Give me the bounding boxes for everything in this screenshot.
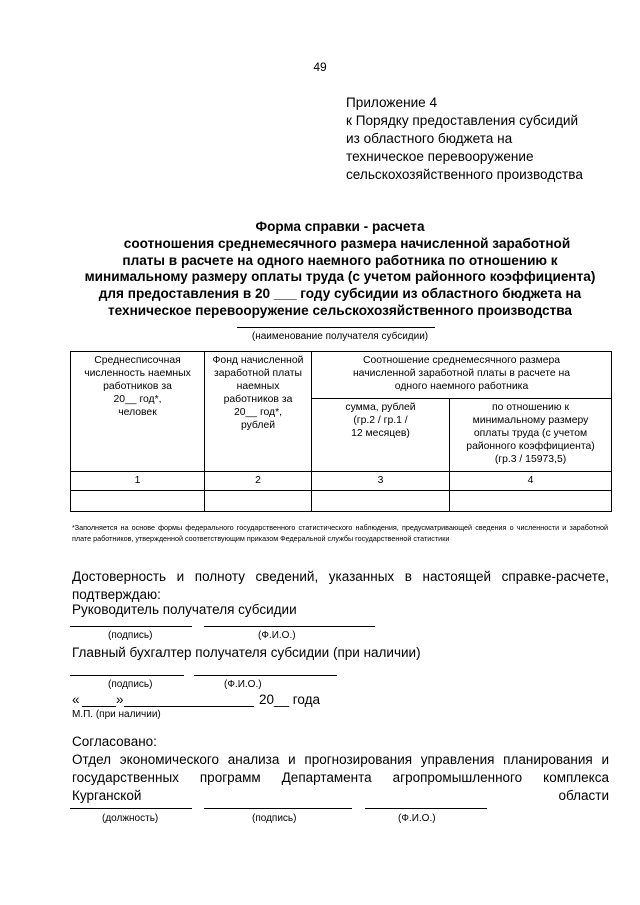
agreed-label: Согласовано: [72,734,157,749]
title-line: платы в расчете на одного наемного работника по отношению к [122,252,558,268]
agreed-fio-line[interactable] [365,808,487,809]
title-line: для предоставления в 20 ___ году субсидии из областного бюджета на [98,286,582,302]
agreed-fio-caption: (Ф.И.О.) [398,813,436,824]
appendix-line: техническое перевооружение [346,149,534,164]
agreed-signature-line[interactable] [204,808,352,809]
accountant-fio-caption: (Ф.И.О.) [224,679,262,690]
date-open-quote: « [72,692,80,707]
position-line[interactable] [70,808,192,809]
date-year: 20__ года [259,692,321,707]
title-line: соотношения среднемесячного размера начисленной заработной [123,235,571,251]
head-fio-line[interactable] [204,626,375,627]
date-month-line[interactable] [124,706,254,707]
accountant-label: Главный бухгалтер получателя субсидии (при наличии) [72,645,421,660]
accountant-fio-line[interactable] [194,675,337,676]
head-signature-line[interactable] [70,626,192,627]
column-number: 4 [450,472,612,491]
department-text: Отдел экономического анализа и прогнозирования управления планирования и государственных программ Департамента агропромышленного комплекса Курганской области [72,752,609,803]
column-number: 3 [312,472,450,491]
agreed-signature-caption: (подпись) [252,813,297,824]
column-number: 2 [205,472,312,491]
head-signature-caption: (подпись) [108,630,153,641]
footnote: *Заполняется на основе формы федерального государственного статистического наблюдения, предусматривающей сведения о численности и заработной плате работников, утвержденной соответствующим приказом Федеральной службы государственной статистики [72,523,608,543]
head-label: Руководитель получателя субсидии [72,602,297,617]
stamp-label: М.П. (при наличии) [72,709,161,720]
form-title [70,219,610,320]
head-fio-caption: (Ф.И.О.) [258,630,296,641]
data-cell-headcount[interactable] [71,491,205,512]
appendix-line: из областного бюджета на [346,131,513,146]
data-cell-wage-fund[interactable] [205,491,312,512]
appendix-line: Приложение 4 [346,95,438,110]
appendix-heading [346,94,583,184]
confirmation-text: Достоверность и полноту сведений, указанных в настоящей справке-расчете, подтверждаю: [72,569,609,602]
header-ratio-group: Соотношение среднемесячного размера начисленной заработной платы в расчете на одного наемного работника [312,352,612,399]
column-number: 1 [71,472,205,491]
header-wage-fund: Фонд начисленной заработной платы наемных работников за 20__ год*, рублей [205,352,312,472]
title-line: техническое перевооружение сельскохозяйственного производства [108,302,572,318]
date-close-quote: » [116,692,124,707]
appendix-line: к Порядку предоставления субсидий [346,113,579,128]
header-sum: сумма, рублей (гр.2 / гр.1 / 12 месяцев) [312,399,450,472]
accountant-signature-line[interactable] [70,675,184,676]
title-line: минимальному размеру оплаты труда (с учетом районного коэффициента) [84,269,596,285]
date-day-line[interactable] [82,706,116,707]
header-headcount: Среднесписочная численность наемных работников за 20__ год*, человек [71,352,205,472]
recipient-name-line[interactable] [237,327,435,328]
calculation-table [70,351,612,512]
title-line: Форма справки - расчета [255,219,425,234]
position-caption: (должность) [102,813,159,824]
recipient-caption: (наименование получателя субсидии) [251,331,429,342]
accountant-signature-caption: (подпись) [108,679,153,690]
data-cell-sum[interactable] [312,491,450,512]
page-number: 49 [313,60,327,74]
appendix-line: сельскохозяйственного производства [346,167,583,182]
data-cell-ratio[interactable] [450,491,612,512]
header-ratio-mrot: по отношению к минимальному размеру оплаты труда (с учетом районного коэффициента) (гр.3 / 15973,5) [450,399,612,472]
